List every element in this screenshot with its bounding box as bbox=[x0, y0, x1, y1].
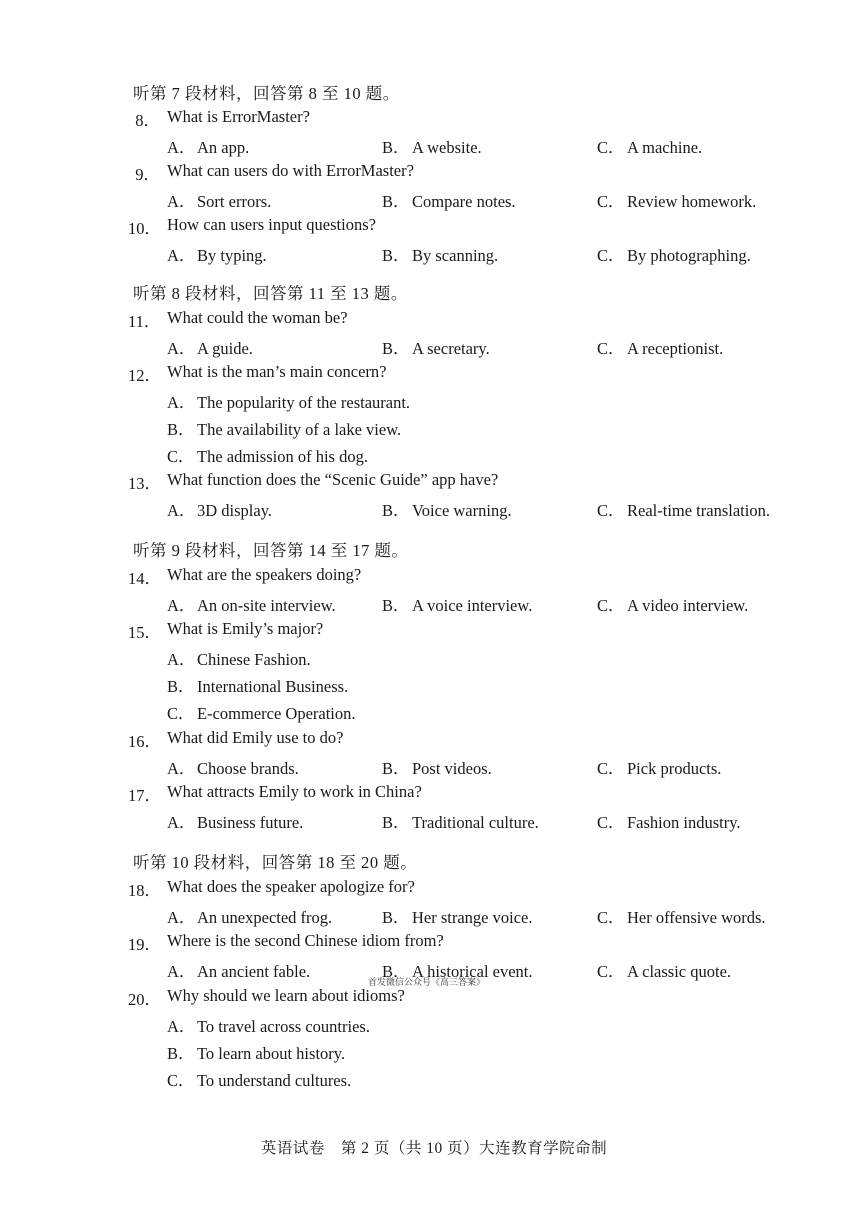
option-letter: C． bbox=[597, 192, 625, 211]
option-text: Compare notes. bbox=[412, 192, 516, 211]
option-text: A receptionist. bbox=[627, 339, 724, 358]
option-b bbox=[167, 673, 348, 697]
option-letter: B． bbox=[382, 192, 410, 211]
option-c bbox=[597, 497, 770, 521]
option-text: Review homework. bbox=[627, 192, 757, 211]
option-b bbox=[382, 188, 516, 212]
option-text: Voice warning. bbox=[412, 501, 512, 520]
option-text: An app. bbox=[197, 138, 250, 157]
option-letter: A． bbox=[167, 138, 196, 157]
option-letter: C． bbox=[597, 908, 625, 927]
option-b bbox=[382, 809, 539, 833]
option-letter: B． bbox=[382, 596, 410, 615]
option-text: An ancient fable. bbox=[197, 962, 311, 981]
option-letter: A． bbox=[167, 192, 196, 211]
question-text: What function does the “Scenic Guide” app have? bbox=[167, 470, 499, 489]
question-text: What can users do with ErrorMaster? bbox=[167, 161, 414, 180]
option-text: Chinese Fashion. bbox=[197, 650, 311, 669]
option-a bbox=[167, 592, 336, 616]
option-text: By photographing. bbox=[627, 246, 751, 265]
section-heading: 听第 7 段材料，回答第 8 至 10 题。 bbox=[133, 84, 400, 103]
option-c bbox=[597, 809, 741, 833]
option-c bbox=[167, 443, 368, 467]
option-text: To travel across countries. bbox=[197, 1017, 370, 1036]
question-text: What attracts Emily to work in China? bbox=[167, 782, 422, 801]
option-letter: C． bbox=[597, 246, 625, 265]
option-text: By scanning. bbox=[412, 246, 499, 265]
option-b bbox=[382, 755, 492, 779]
option-letter: A． bbox=[167, 650, 196, 669]
question-number: 11． bbox=[128, 312, 161, 331]
question-number: 13． bbox=[128, 474, 161, 493]
option-letter: A． bbox=[167, 393, 196, 412]
option-text: Her offensive words. bbox=[627, 908, 766, 927]
option-text: Her strange voice. bbox=[412, 908, 533, 927]
question-text: What does the speaker apologize for? bbox=[167, 877, 415, 896]
option-a bbox=[167, 904, 332, 928]
question-text: What is Emily’s major? bbox=[167, 619, 324, 638]
question-number: 18． bbox=[128, 881, 161, 900]
option-a bbox=[167, 958, 310, 982]
option-text: An on-site interview. bbox=[197, 596, 336, 615]
question-number: 16． bbox=[128, 732, 161, 751]
option-text: A classic quote. bbox=[627, 962, 732, 981]
option-text: A secretary. bbox=[412, 339, 490, 358]
option-letter: B． bbox=[382, 246, 410, 265]
option-text: International Business. bbox=[197, 677, 349, 696]
option-a bbox=[167, 335, 253, 359]
question-text: What did Emily use to do? bbox=[167, 728, 344, 747]
option-text: Post videos. bbox=[412, 759, 492, 778]
option-a bbox=[167, 809, 303, 833]
option-a bbox=[167, 242, 267, 266]
option-text: To learn about history. bbox=[197, 1044, 346, 1063]
option-letter: C． bbox=[597, 138, 625, 157]
option-text: The admission of his dog. bbox=[197, 447, 368, 466]
option-c bbox=[167, 1067, 351, 1091]
section-heading: 听第 10 段材料，回答第 18 至 20 题。 bbox=[133, 853, 418, 872]
option-a bbox=[167, 497, 272, 521]
option-text: Business future. bbox=[197, 813, 304, 832]
option-c bbox=[597, 904, 766, 928]
option-letter: B． bbox=[382, 138, 410, 157]
option-text: A video interview. bbox=[627, 596, 749, 615]
option-letter: A． bbox=[167, 339, 196, 358]
page-footer: 英语试卷 第 2 页（共 10 页）大连教育学院命制 bbox=[260, 1140, 608, 1157]
option-text: The popularity of the restaurant. bbox=[197, 393, 411, 412]
question-number: 14． bbox=[128, 569, 161, 588]
option-letter: B． bbox=[382, 813, 410, 832]
option-letter: C． bbox=[167, 1071, 195, 1090]
option-text: 3D display. bbox=[197, 501, 273, 520]
option-b bbox=[382, 497, 512, 521]
option-text: E-commerce Operation. bbox=[197, 704, 356, 723]
question-number: 20． bbox=[128, 990, 161, 1009]
option-letter: B． bbox=[167, 1044, 195, 1063]
option-text: Real-time translation. bbox=[627, 501, 770, 520]
option-b bbox=[382, 242, 498, 266]
option-letter: B． bbox=[167, 677, 195, 696]
option-letter: A． bbox=[167, 759, 196, 778]
option-b bbox=[382, 904, 533, 928]
option-text: An unexpected frog. bbox=[197, 908, 333, 927]
option-text: Sort errors. bbox=[197, 192, 272, 211]
option-letter: B． bbox=[382, 962, 410, 981]
option-letter: A． bbox=[167, 962, 196, 981]
option-letter: C． bbox=[597, 962, 625, 981]
option-a bbox=[167, 389, 410, 413]
option-b bbox=[167, 1040, 345, 1064]
section-heading: 听第 9 段材料，回答第 14 至 17 题。 bbox=[133, 541, 409, 560]
option-text: By typing. bbox=[197, 246, 267, 265]
option-text: Pick products. bbox=[627, 759, 722, 778]
option-letter: A． bbox=[167, 246, 196, 265]
option-b bbox=[382, 592, 532, 616]
option-c bbox=[597, 134, 702, 158]
option-letter: A． bbox=[167, 813, 196, 832]
option-text: A guide. bbox=[197, 339, 253, 358]
option-b bbox=[167, 416, 401, 440]
question-number: 10． bbox=[128, 219, 161, 238]
option-letter: A． bbox=[167, 908, 196, 927]
option-text: The availability of a lake view. bbox=[197, 420, 402, 439]
option-letter: A． bbox=[167, 1017, 196, 1036]
option-letter: A． bbox=[167, 501, 196, 520]
option-text: Fashion industry. bbox=[627, 813, 741, 832]
question-text: What is the man’s main concern? bbox=[167, 362, 387, 381]
option-c bbox=[597, 592, 748, 616]
option-a bbox=[167, 1013, 370, 1037]
option-c bbox=[597, 242, 751, 266]
question-text: How can users input questions? bbox=[167, 215, 376, 234]
option-letter: C． bbox=[597, 501, 625, 520]
option-letter: B． bbox=[382, 759, 410, 778]
question-text: Where is the second Chinese idiom from? bbox=[167, 931, 444, 950]
option-a bbox=[167, 755, 299, 779]
option-text: A voice interview. bbox=[412, 596, 533, 615]
option-a bbox=[167, 188, 271, 212]
option-letter: C． bbox=[597, 596, 625, 615]
question-number: 8． bbox=[135, 111, 160, 130]
option-c bbox=[597, 335, 723, 359]
option-letter: B． bbox=[382, 908, 410, 927]
question-text: Why should we learn about idioms? bbox=[167, 986, 405, 1005]
option-text: Traditional culture. bbox=[412, 813, 539, 832]
question-number: 9． bbox=[135, 165, 160, 184]
option-letter: C． bbox=[167, 704, 195, 723]
option-text: A website. bbox=[412, 138, 482, 157]
option-text: To understand cultures. bbox=[197, 1071, 352, 1090]
option-letter: C． bbox=[597, 759, 625, 778]
option-text: Choose brands. bbox=[197, 759, 299, 778]
question-number: 17． bbox=[128, 786, 161, 805]
option-letter: A． bbox=[167, 596, 196, 615]
option-letter: C． bbox=[597, 339, 625, 358]
option-letter: C． bbox=[167, 447, 195, 466]
question-number: 19． bbox=[128, 935, 161, 954]
option-text: A historical event. bbox=[412, 962, 533, 981]
question-number: 15． bbox=[128, 623, 161, 642]
watermark-text: 首发微信公众号《高三答案》 bbox=[368, 977, 486, 987]
question-text: What is ErrorMaster? bbox=[167, 107, 310, 126]
question-text: What are the speakers doing? bbox=[167, 565, 362, 584]
option-c bbox=[167, 700, 356, 724]
question-number: 12． bbox=[128, 366, 161, 385]
option-letter: C． bbox=[597, 813, 625, 832]
section-heading: 听第 8 段材料，回答第 11 至 13 题。 bbox=[133, 284, 408, 303]
option-text: A machine. bbox=[627, 138, 703, 157]
option-b bbox=[382, 134, 482, 158]
option-letter: B． bbox=[167, 420, 195, 439]
option-c bbox=[597, 755, 721, 779]
option-c bbox=[597, 188, 756, 212]
option-b bbox=[382, 335, 490, 359]
option-letter: B． bbox=[382, 501, 410, 520]
option-c bbox=[597, 958, 731, 982]
option-letter: B． bbox=[382, 339, 410, 358]
question-text: What could the woman be? bbox=[167, 308, 348, 327]
option-a bbox=[167, 646, 311, 670]
option-a bbox=[167, 134, 249, 158]
